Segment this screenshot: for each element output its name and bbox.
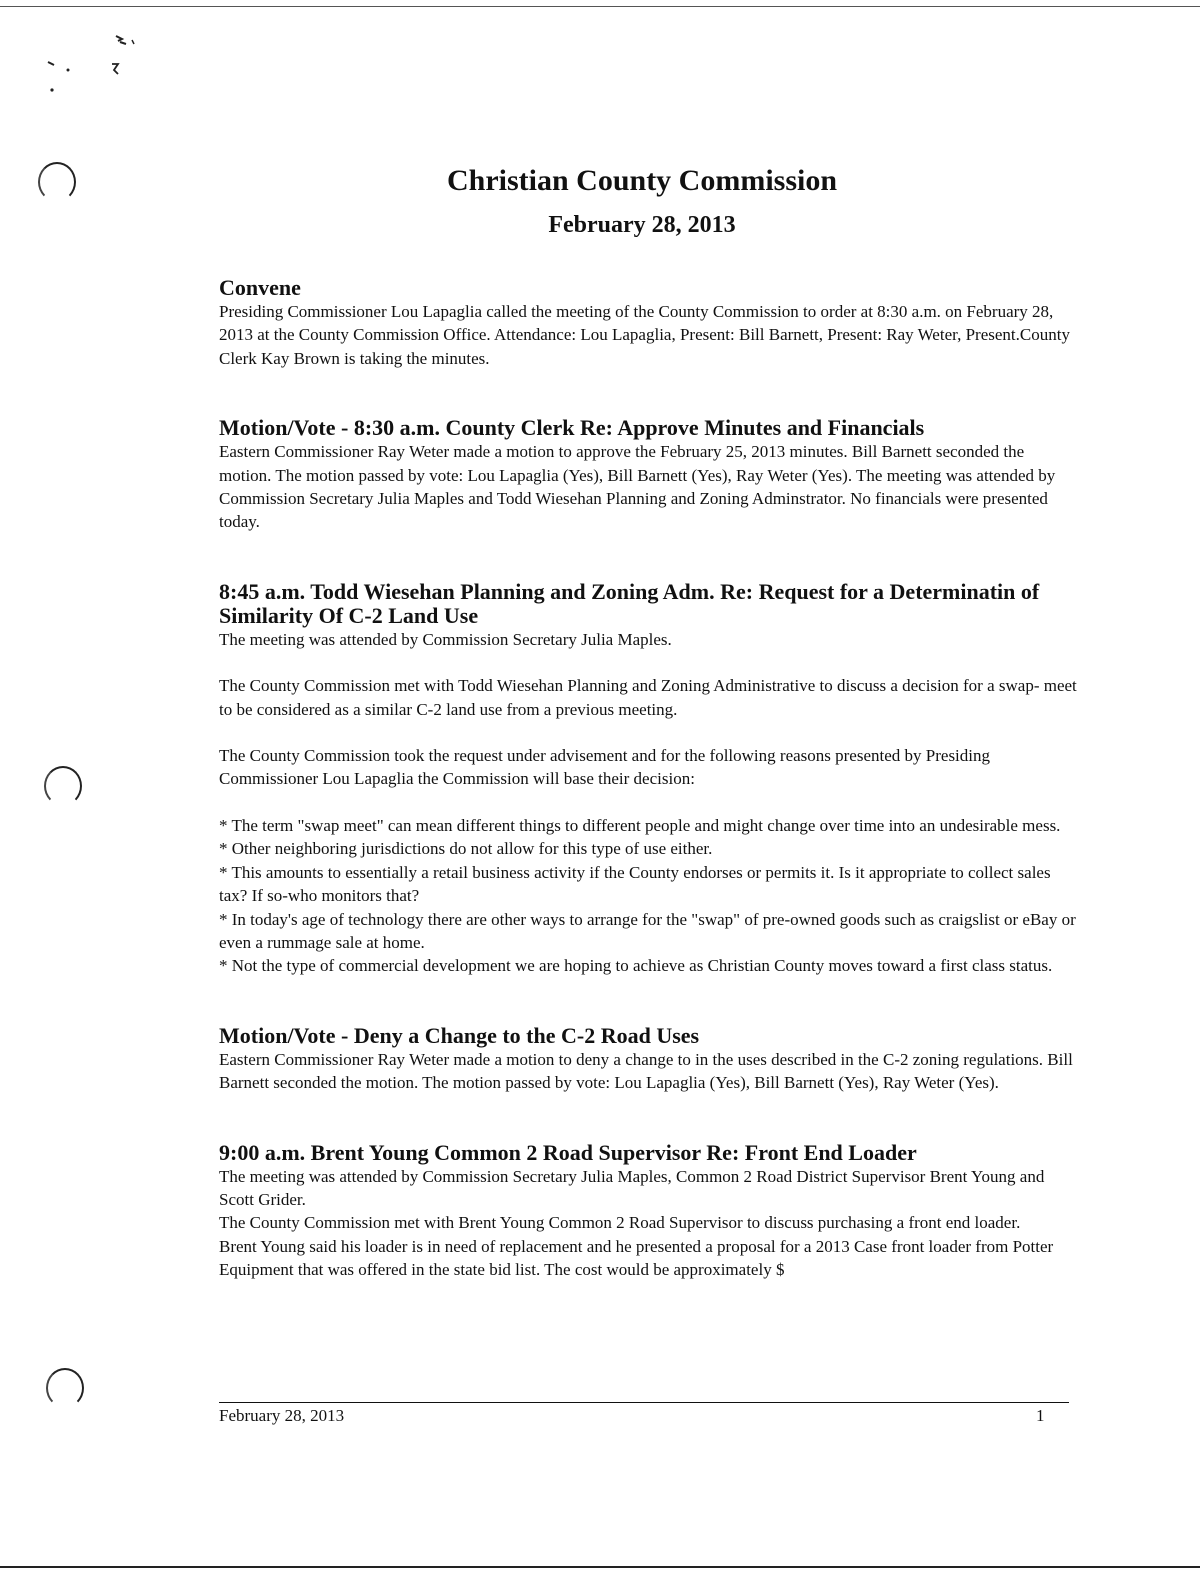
deny-vote-text: Eastern Commissioner Ray Weter made a motion to deny a change to in the uses described in the C-2 zoning regulations. Bill Barnett seconded the motion. The motion passed by vote: Lou Lapaglia (Yes), Bill Barnett (Yes), Ray Weter (Yes).: [219, 1049, 1073, 1093]
minutes-body: [219, 276, 1079, 1282]
convene-text: Presiding Commissioner Lou Lapaglia called the meeting of the County Commission to order at 8:30 a.m. on February 28, 2013 at the County Commission Office. Attendance: Lou Lapaglia, Present: Bill Barnett, Present: Ray Weter, Present.County Clerk Kay Brown is taking the minutes.: [219, 302, 1070, 368]
loader-paragraph: Brent Young said his loader is in need of replacement and he presented a proposal for a 2013 Case front loader from Potter Equipment that was offered in the state bid list. The cost would be approximately $: [219, 1236, 1054, 1280]
reason-bullet: * Other neighboring jurisdictions do not allow for this type of use either.: [219, 839, 713, 859]
reason-bullet: * This amounts to essentially a retail business activity if the County endorses or permits it. Is it appropriate to collect sales tax? If so-who monitors that?: [219, 862, 1051, 906]
planning-paragraph: The County Commission took the request under advisement and for the following reasons presented by Presiding Commissioner Lou Lapaglia the Commission will base their decision:: [219, 746, 991, 789]
planning-paragraph: The County Commission met with Todd Wiesehan Planning and Zoning Administrative to discuss a decision for a swap- meet to be considered as a similar C-2 land use from a previous meeting.: [219, 676, 1077, 719]
scan-specks: [40, 28, 160, 108]
section-heading-planning: 8:45 a.m. Todd Wiesehan Planning and Zoning Adm. Re: Request for a Determinatin of Similarity Of C-2 Land Use: [219, 578, 1040, 628]
scan-edge-bottom: [0, 1566, 1200, 1568]
punch-hole: [46, 1368, 84, 1408]
section-heading-front-end-loader: 9:00 a.m. Brent Young Common 2 Road Supervisor Re: Front End Loader: [219, 1139, 917, 1165]
footer-divider: [219, 1402, 1069, 1403]
document-title: Christian County Commission: [446, 164, 838, 197]
reason-bullet: * In today's age of technology there are other ways to arrange for the "swap" of pre-owned goods such as craigslist or eBay or even a rummage sale at home.: [219, 909, 1076, 952]
reason-bullet: * The term "swap meet" can mean different things to different people and might change over time into an undesirable mess.: [219, 815, 1061, 835]
section-heading-convene: Convene: [219, 275, 301, 300]
minutes-vote-text: Eastern Commissioner Ray Weter made a motion to approve the February 25, 2013 minutes. Bill Barnett seconded the motion. The motion passed by vote: Lou Lapaglia (Yes), Bill Barnett (Yes), Ray Weter (Yes). The meeting was attended by Commission Secretary Julia Maples and Todd Wiesehan Planning and Zoning Adminstrator. No financials were presented today.: [219, 442, 1056, 532]
scan-edge-top: [0, 6, 1200, 7]
punch-hole: [44, 766, 82, 806]
footer-date: February 28, 2013: [219, 1406, 345, 1425]
section-heading-deny-vote: Motion/Vote - Deny a Change to the C-2 Road Uses: [219, 1022, 700, 1048]
loader-paragraph: The meeting was attended by Commission Secretary Julia Maples, Common 2 Road District Supervisor Brent Young and Scott Grider.: [219, 1166, 1045, 1209]
document-date: February 28, 2013: [548, 212, 736, 238]
planning-attendance: The meeting was attended by Commission Secretary Julia Maples.: [219, 629, 672, 649]
section-heading-minutes-vote: Motion/Vote - 8:30 a.m. County Clerk Re: Approve Minutes and Financials: [219, 415, 925, 441]
loader-paragraph: The County Commission met with Brent Young Common 2 Road Supervisor to discuss purchasing a front end loader.: [219, 1213, 1021, 1233]
page-number: 1: [1036, 1406, 1045, 1425]
reason-bullet: * Not the type of commercial development we are hoping to achieve as Christian County moves toward a first class status.: [219, 956, 1053, 976]
